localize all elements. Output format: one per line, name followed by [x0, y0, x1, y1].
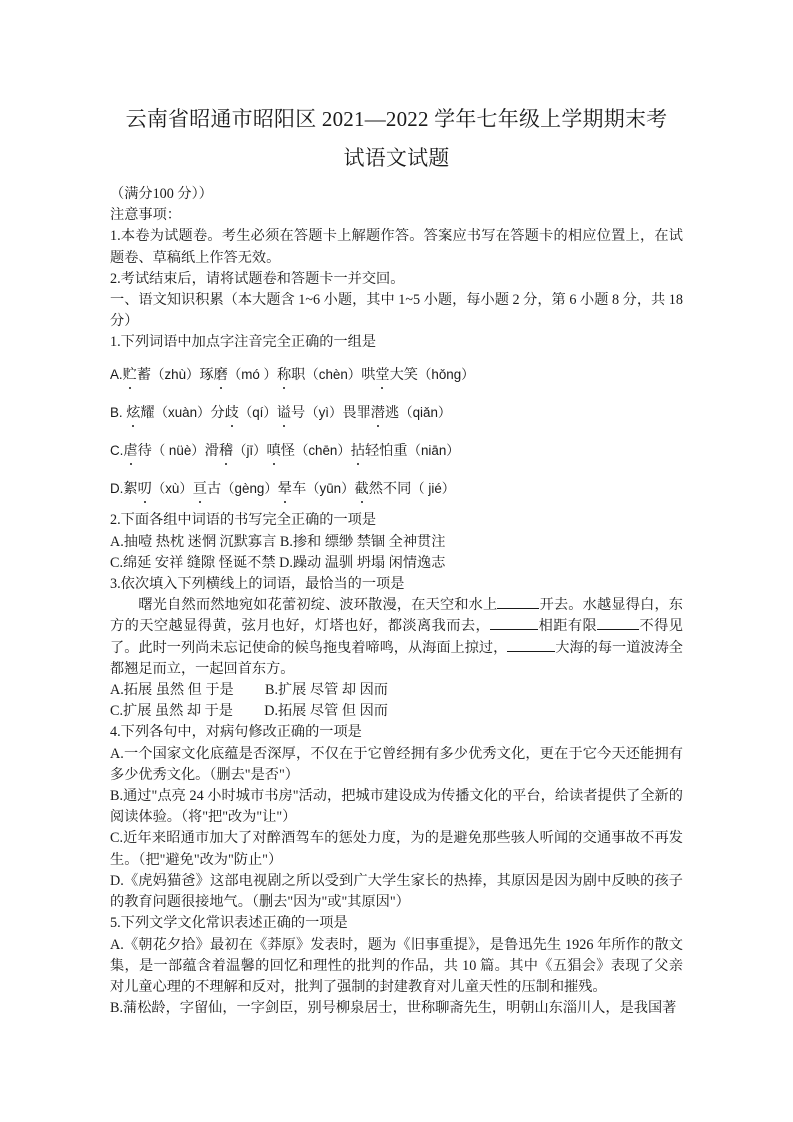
question-1-option-a: A.贮蓄（zhù）琢磨（mó ）称职（chèn）哄堂大笑（hǒng）: [110, 364, 683, 386]
spacer: [110, 354, 683, 364]
question-4-option-b: B.通过"点亮 24 小时城市书房"活动，把城市建设成为传播文化的平台，给读者提供了全新的阅读体验。（将"把"改为"让"）: [110, 788, 683, 826]
question-5-option-b: B.蒲松龄，字留仙，一字剑臣，别号柳泉居士，世称聊斋先生，明朝山东淄川人，是我国著: [110, 1000, 677, 1017]
notice-item-2: 2.考试结束后，请将试题卷和答题卡一并交回。: [110, 270, 405, 287]
page-title-line-2: 试语文试题: [343, 146, 450, 170]
question-3-passage-part-2: 开去。水越显得白，东方的天空越显得黄，弦月也好，灯塔也好，都淡离我而去，: [110, 597, 683, 635]
question-3-blank-2[interactable]: [490, 629, 538, 630]
question-4-option-d: D.《虎妈猫爸》这部电视剧之所以受到广大学生家长的热捧，其原因是因为剧中反映的孩子的教育问题很接地气。（删去"因为"或"其原因"）: [110, 872, 683, 911]
question-3-options-row-2: [110, 701, 683, 722]
question-3-options-row-1: [110, 680, 683, 701]
question-2-options-row-2: C.绵延 安祥 缝隙 怪诞不禁 D.躁动 温驯 坍塌 闲情逸志: [110, 554, 446, 571]
notice-heading: 注意事项：: [110, 207, 181, 224]
page-title-line-1: 云南省昭通市昭阳区 2021—2022 学年七年级上学期期末考: [125, 107, 668, 131]
question-4-stem: 4.下列各句中，对病句修改正确的一项是: [110, 724, 362, 741]
question-3-passage-part-3: 相距有限: [538, 618, 598, 635]
document-body: [110, 184, 683, 1019]
question-1-option-d: D.絮叨（xù）亘古（gèng）晕车（yūn）截然不同（ jié）: [110, 478, 683, 500]
spacer: [110, 386, 683, 402]
question-3-option-a: A.拓展 虽然 但 于是: [110, 682, 234, 699]
question-1-option-b: B. 炫耀（xuàn）分歧（qí）谥号（yì）畏罪潜逃（qiǎn）: [110, 402, 683, 424]
question-5-option-a: A.《朝花夕拾》最初在《莽原》发表时，题为《旧事重提》，是鲁迅先生 1926 年所作的散文集，是一部蕴含着温馨的回忆和理性的批判的作品，共 10 篇。其中《五猖会》表现了父亲对儿童心理的不理解和反对，批判了强制的封建教育对儿童天性的压制和摧残。: [110, 936, 683, 995]
question-3-option-d: D.拓展 尽管 但 因而: [264, 703, 388, 720]
page-title: [110, 100, 683, 178]
question-4-option-a: A.一个国家文化底蕴是否深厚，不仅在于它曾经拥有多少优秀文化，更在于它今天还能拥有多少优秀文化。（删去"是否"）: [110, 745, 683, 783]
question-3-blank-3[interactable]: [597, 629, 639, 630]
question-3-blank-4[interactable]: [507, 651, 555, 652]
question-3-option-b: B.扩展 尽管 却 因而: [264, 682, 388, 699]
question-2-stem: 2.下面各组中词语的书写完全正确的一项是: [110, 512, 377, 529]
question-3-passage-part-5: 大海的每一道波涛全都翘足而立，一起回首东方。: [110, 639, 683, 677]
question-3-option-c: C.扩展 虽然 却 于是: [110, 703, 233, 720]
question-5-stem: 5.下列文学文化常识表述正确的一项是: [110, 915, 348, 932]
score-note: （满分100 分））: [110, 186, 213, 202]
question-1-stem: 1.下列词语中加点字注音完全正确的一组是: [110, 334, 377, 351]
spacer: [110, 424, 683, 440]
question-3-passage-part-1: 曙光自然而然地宛如花蕾初绽、波环散漫，在天空和水上: [138, 597, 498, 614]
question-3-blank-1[interactable]: [497, 608, 539, 609]
spacer: [110, 462, 683, 478]
question-4-option-c: C.近年来昭通市加大了对醉酒驾车的惩处力度，为的是避免那些骇人听闻的交通事故不再发生。（把"避免"改为"防止"）: [110, 830, 683, 868]
question-2-options-row-1: A.抽噎 热枕 迷惘 沉默寡言 B.掺和 缥缈 禁锢 全神贯注: [110, 533, 446, 550]
spacer: [110, 500, 683, 510]
notice-item-1: 1.本卷为试题卷。考生必须在答题卡上解题作答。答案应书写在答题卡的相应位置上，在试题卷、草稿纸上作答无效。: [110, 228, 683, 266]
section-one-heading: 一、语文知识积累（本大题含 1~6 小题，其中 1~5 小题，每小题 2 分，第 6 小题 8 分，共 18 分）: [110, 292, 683, 330]
question-1-option-c: C.虐待（ nüè）滑稽（jī）嗔怪（chēn）拈轻怕重（niān）: [110, 440, 683, 462]
question-3-passage: [110, 595, 683, 680]
question-3-passage-part-4: 不得见了。此时一列尚未忘记使命的候鸟拖曳着啼鸣，从海面上掠过，: [110, 618, 683, 656]
question-3-stem: 3.依次填入下列横线上的词语，最恰当的一项是: [110, 576, 405, 593]
